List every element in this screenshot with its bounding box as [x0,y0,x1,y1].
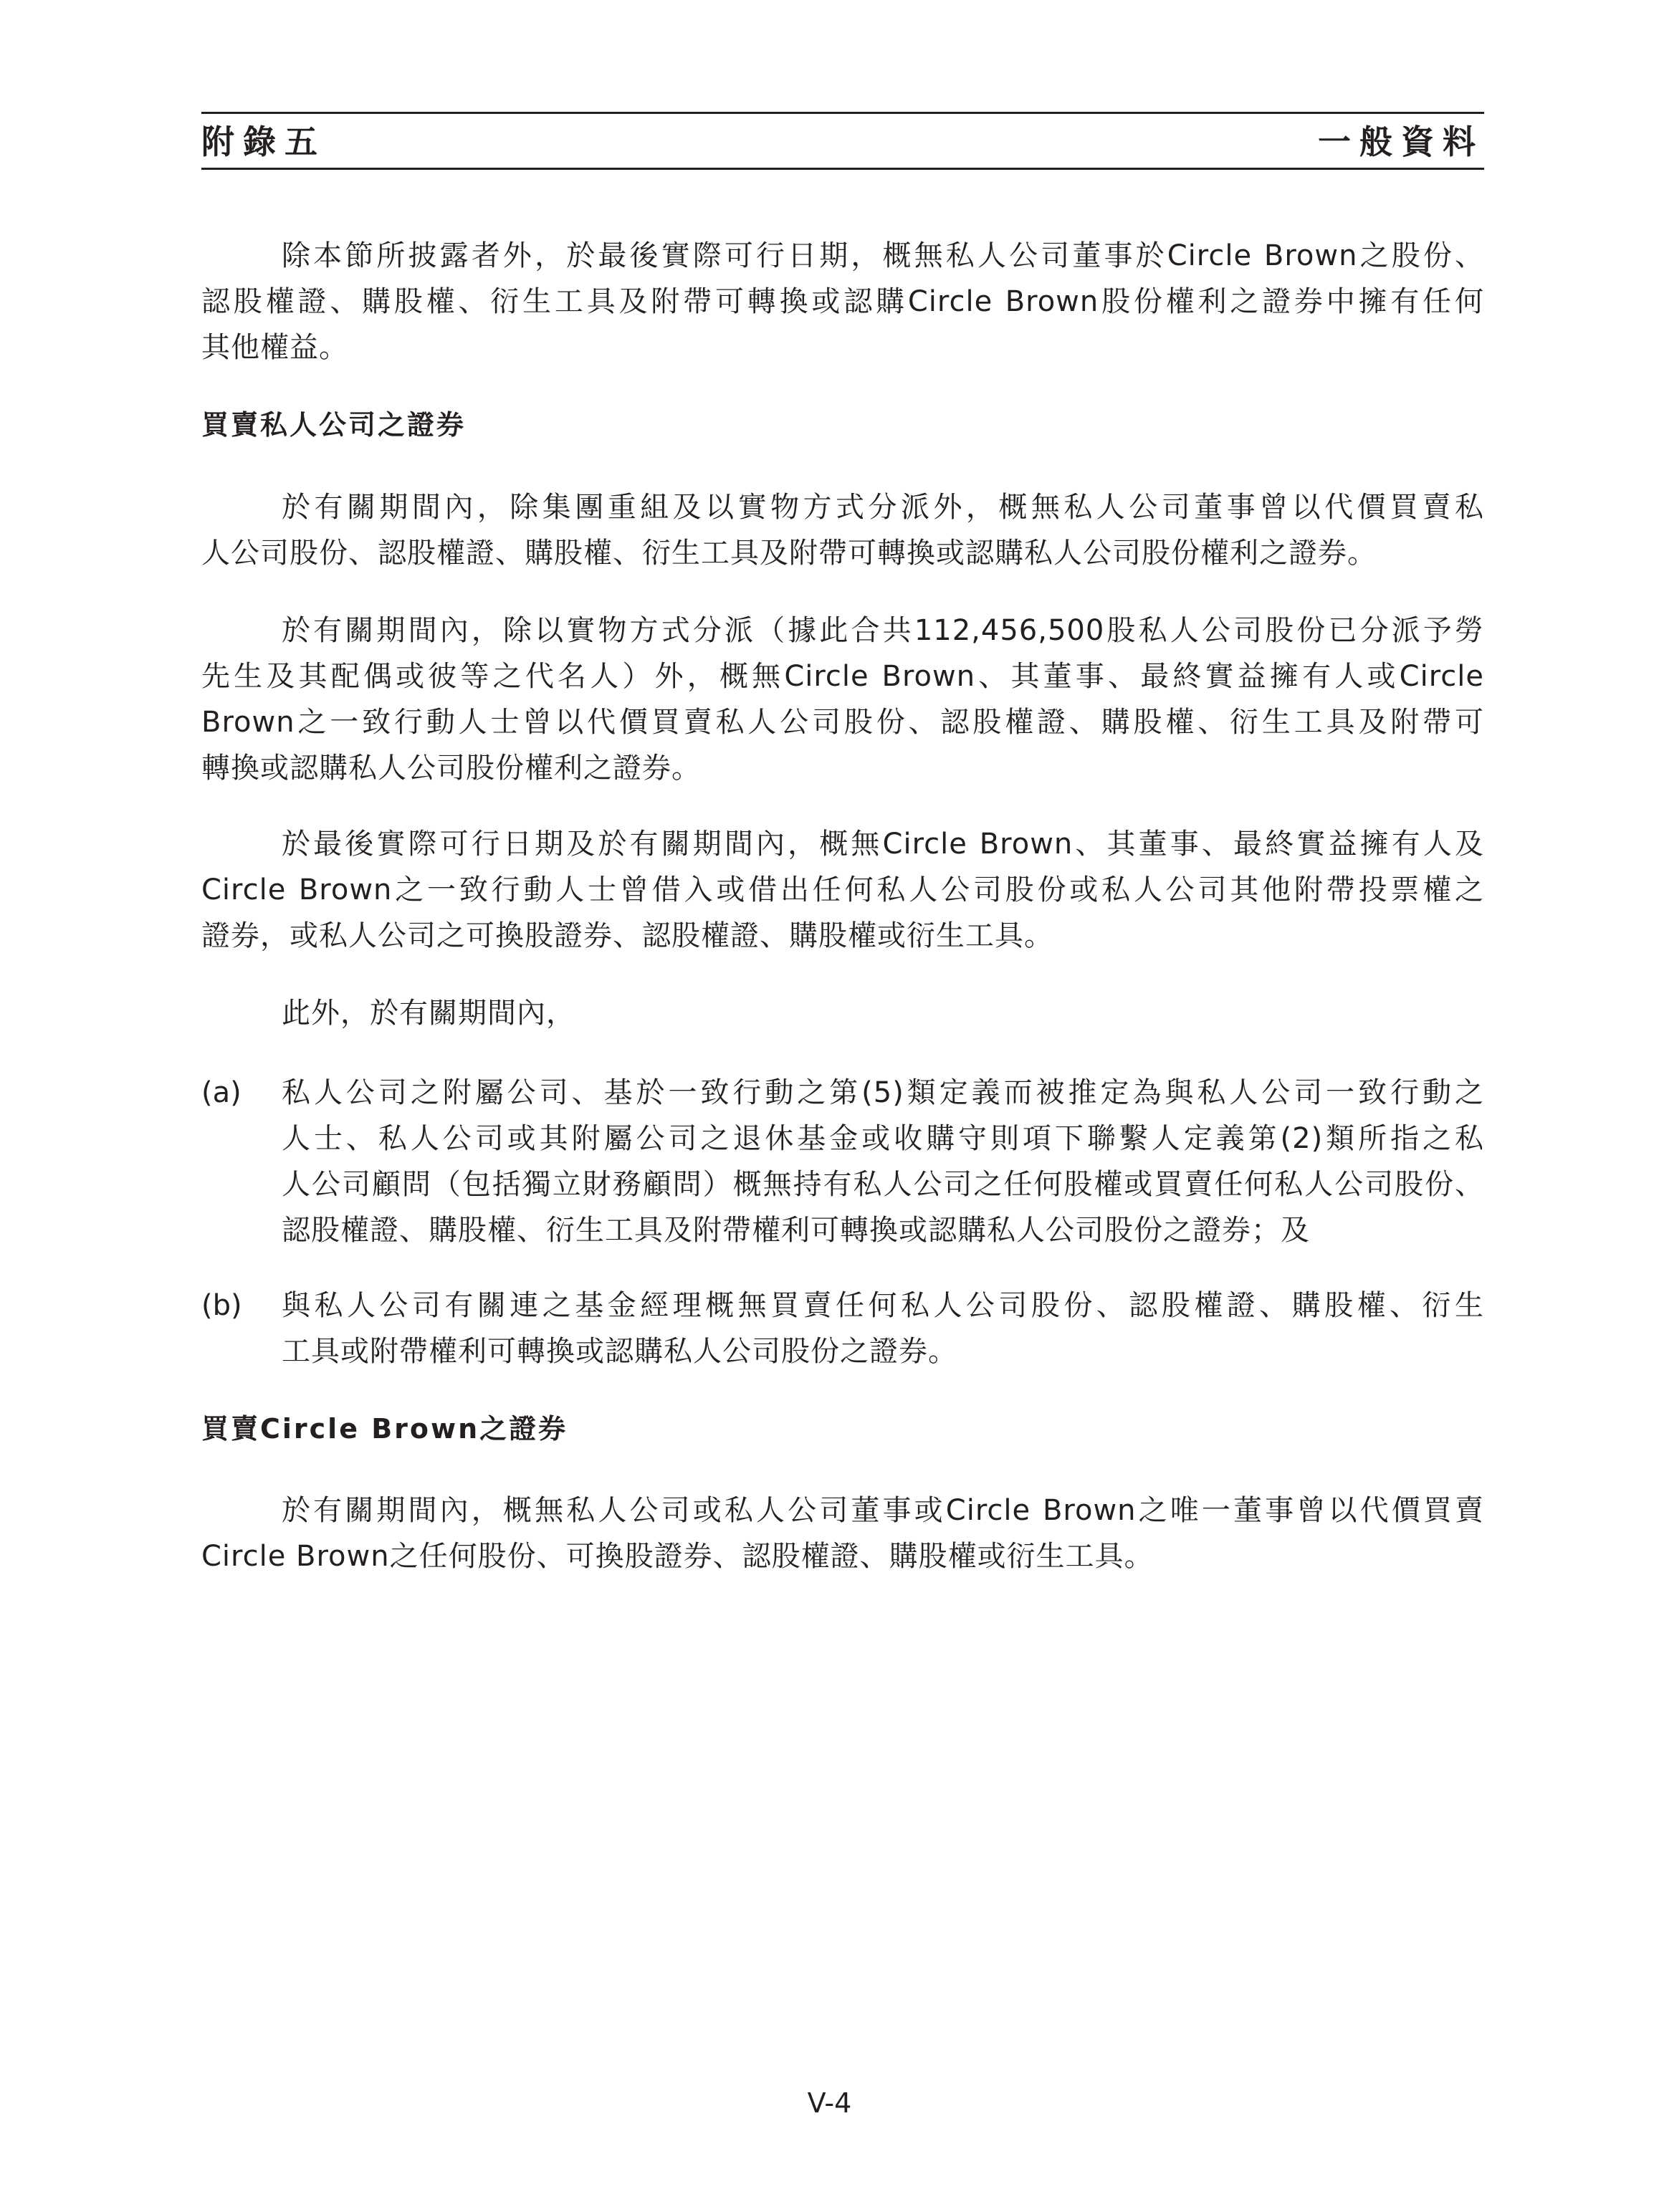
heading-circle-brown-dealings: 買賣Circle Brown之證券 [201,1413,568,1445]
text-line: 認股權證、購股權、衍生工具及附帶可轉換或認購Circle Brown股份權利之證券中擁有任何 [201,285,1484,318]
heading-private-company-dealings: 買賣私人公司之證券 [201,409,467,441]
text-line: 工具或附帶權利可轉換或認購私人公司股份之證券。 [282,1335,957,1368]
appendix-title: 附錄五 [201,123,326,161]
list-item-b [282,1283,1484,1374]
text-line: 於有關期間內，除以實物方式分派（據此合共112,456,500股私人公司股份已分派予勞 [282,614,1484,647]
text-line: 認股權證、購股權、衍生工具及附帶權利可轉換或認購私人公司股份之證券；及 [282,1214,1310,1247]
text-line: Circle Brown之一致行動人士曾借入或借出任何私人公司股份或私人公司其他附帶投票權之 [201,873,1484,906]
text-line: 於有關期間內，除集團重組及以實物方式分派外，概無私人公司董事曾以代價買賣私 [282,491,1484,524]
section-title: 一般資料 [1318,123,1484,161]
paragraph-director-dealings [201,484,1484,576]
text-line: 除本節所披露者外，於最後實際可行日期，概無私人公司董事於Circle Brown之股份、 [282,239,1484,272]
text-line: 先生及其配偶或彼等之代名人）外，概無Circle Brown、其董事、最終實益擁有人或Circle [201,660,1484,693]
list-item-label-a: (a) [201,1076,242,1109]
text-line: 人公司顧問（包括獨立財務顧問）概無持有私人公司之任何股權或買賣任何私人公司股份、 [282,1168,1484,1201]
text-line: 與私人公司有關連之基金經理概無買賣任何私人公司股份、認股權證、購股權、衍生 [282,1289,1484,1322]
paragraph-interests [201,233,1484,370]
text-line: 人士、私人公司或其附屬公司之退休基金或收購守則項下聯繫人定義第(2)類所指之私 [282,1122,1484,1155]
list-item-a [282,1070,1484,1253]
text-line: Circle Brown之任何股份、可換股證券、認股權證、購股權或衍生工具。 [201,1540,1154,1573]
page-number: V-4 [807,2087,852,2119]
text-line: 於最後實際可行日期及於有關期間內，概無Circle Brown、其董事、最終實益擁有人及 [282,828,1484,861]
text-line: 其他權益。 [201,331,348,364]
text-line: 此外，於有關期間內， [282,997,575,1030]
paragraph-distribution-in-specie [201,608,1484,791]
text-line: 轉換或認購私人公司股份權利之證券。 [201,752,701,785]
text-line: 私人公司之附屬公司、基於一致行動之第(5)類定義而被推定為與私人公司一致行動之 [282,1076,1484,1109]
header-top-rule [201,112,1484,114]
paragraph-circle-brown-dealings [201,1488,1484,1579]
text-line: 證券，或私人公司之可換股證券、認股權證、購股權或衍生工具。 [201,919,1053,952]
list-item-label-b: (b) [201,1289,242,1322]
text-line: 於有關期間內，概無私人公司或私人公司董事或Circle Brown之唯一董事曾以代價買賣 [282,1494,1484,1527]
text-line: 人公司股份、認股權證、購股權、衍生工具及附帶可轉換或認購私人公司股份權利之證券。 [201,537,1377,570]
paragraph-furthermore [201,990,1484,1036]
text-line: Brown之一致行動人士曾以代價買賣私人公司股份、認股權證、購股權、衍生工具及附帶可 [201,706,1484,739]
paragraph-borrowing-lending [201,821,1484,959]
header-bottom-rule [201,168,1484,170]
